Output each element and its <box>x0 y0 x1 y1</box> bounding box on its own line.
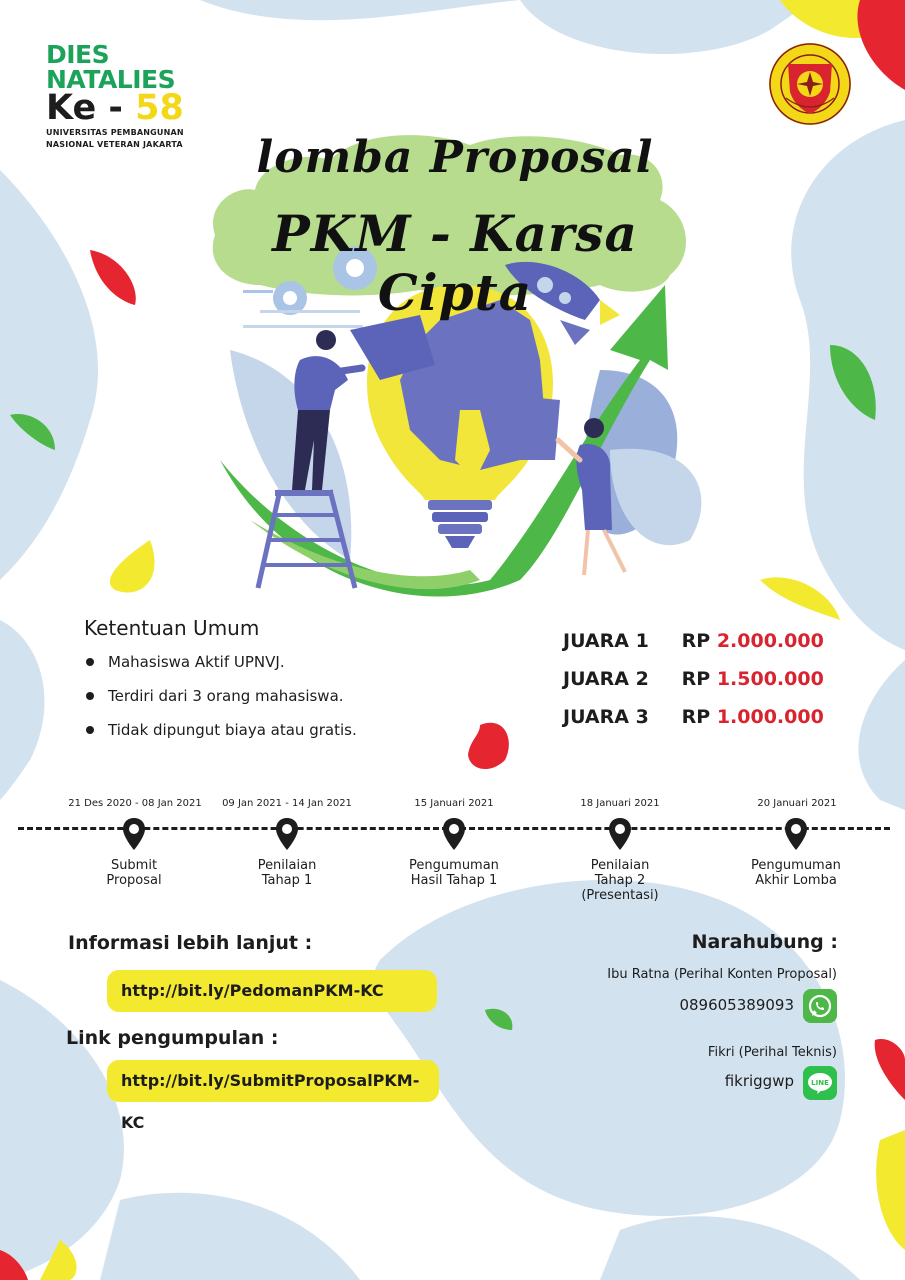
timeline-label-line: Hasil Tahap 1 <box>410 873 498 888</box>
prize-currency: RP <box>681 706 711 728</box>
map-pin-icon <box>442 817 466 851</box>
line-icon-text: LINE <box>811 1079 829 1087</box>
prize-row <box>563 706 824 744</box>
map-pin-icon <box>122 817 146 851</box>
map-pin-icon <box>608 817 632 851</box>
map-pin-icon <box>275 817 299 851</box>
ketentuan-item: Mahasiswa Aktif UPNVJ. <box>86 652 357 686</box>
whatsapp-icon <box>803 989 837 1023</box>
title-line1: lomba Proposal <box>256 132 654 183</box>
dies-natalies-logo <box>46 42 184 150</box>
prize-amount: 1.000.000 <box>716 706 824 728</box>
prize-row <box>563 630 824 668</box>
timeline-date: 21 Des 2020 - 08 Jan 2021 <box>68 798 202 809</box>
prize-amount: 2.000.000 <box>716 630 824 652</box>
info-title: Informasi lebih lanjut : <box>68 932 313 954</box>
timeline-date: 18 Januari 2021 <box>580 798 660 809</box>
timeline-label-line: Akhir Lomba <box>755 873 837 888</box>
title-line2: PKM - Karsa Cipta <box>272 204 638 322</box>
contact2-name: Fikri (Perihal Teknis) <box>707 1045 837 1060</box>
ketentuan-list <box>86 652 357 754</box>
prize-row <box>563 668 824 706</box>
timeline-label <box>550 858 690 903</box>
timeline-label-line: Proposal <box>106 873 162 888</box>
logo-uni-line2: NASIONAL VETERAN JAKARTA <box>46 140 183 149</box>
prize-amount: 1.500.000 <box>716 668 824 690</box>
submit-link[interactable]: http://bit.ly/SubmitProposalPKM-KC <box>107 1060 439 1102</box>
timeline-date: 09 Jan 2021 - 14 Jan 2021 <box>222 798 352 809</box>
timeline-label <box>217 858 357 888</box>
contact1-phone: 089605389093 <box>679 996 794 1014</box>
timeline-label-line: Pengumuman <box>409 858 499 873</box>
pedoman-link[interactable]: http://bit.ly/PedomanPKM-KC <box>107 970 437 1012</box>
prize-rank: JUARA 3 <box>563 706 649 728</box>
line-icon <box>803 1066 837 1100</box>
prize-list <box>563 630 824 744</box>
timeline-label-line: Tahap 1 <box>261 873 313 888</box>
timeline-label <box>726 858 866 888</box>
logo-anniversary <box>46 88 184 128</box>
logo-ke: Ke - <box>46 88 123 128</box>
timeline-date: 20 Januari 2021 <box>757 798 837 809</box>
timeline-label-line: Penilaian <box>590 858 650 873</box>
submit-link-title: Link pengumpulan : <box>66 1027 279 1049</box>
timeline-label-line: Penilaian <box>257 858 317 873</box>
map-pin-icon <box>784 817 808 851</box>
timeline-label-line: (Presentasi) <box>581 888 659 903</box>
contact-title: Narahubung : <box>691 931 838 953</box>
prize-currency: RP <box>681 668 711 690</box>
timeline-label <box>384 858 524 888</box>
prize-rank: JUARA 2 <box>563 668 649 690</box>
timeline-date: 15 Januari 2021 <box>414 798 494 809</box>
timeline-label <box>64 858 204 888</box>
logo-number: 58 <box>135 88 184 128</box>
logo-line2: NATALIES <box>46 65 176 94</box>
prize-rank: JUARA 1 <box>563 630 649 652</box>
ketentuan-item: Terdiri dari 3 orang mahasiswa. <box>86 686 357 720</box>
timeline-label-line: Tahap 2 <box>594 873 646 888</box>
university-seal-icon <box>768 42 852 126</box>
ketentuan-item: Tidak dipungut biaya atau gratis. <box>86 720 357 754</box>
timeline-label-line: Submit <box>110 858 158 873</box>
prize-currency: RP <box>681 630 711 652</box>
logo-line1: DIES <box>46 40 110 69</box>
contact2-line-id: fikriggwp <box>724 1072 794 1090</box>
timeline-label-line: Pengumuman <box>751 858 841 873</box>
ketentuan-title: Ketentuan Umum <box>84 616 260 640</box>
contact1-name: Ibu Ratna (Perihal Konten Proposal) <box>607 967 837 982</box>
logo-uni-line1: UNIVERSITAS PEMBANGUNAN <box>46 128 184 137</box>
